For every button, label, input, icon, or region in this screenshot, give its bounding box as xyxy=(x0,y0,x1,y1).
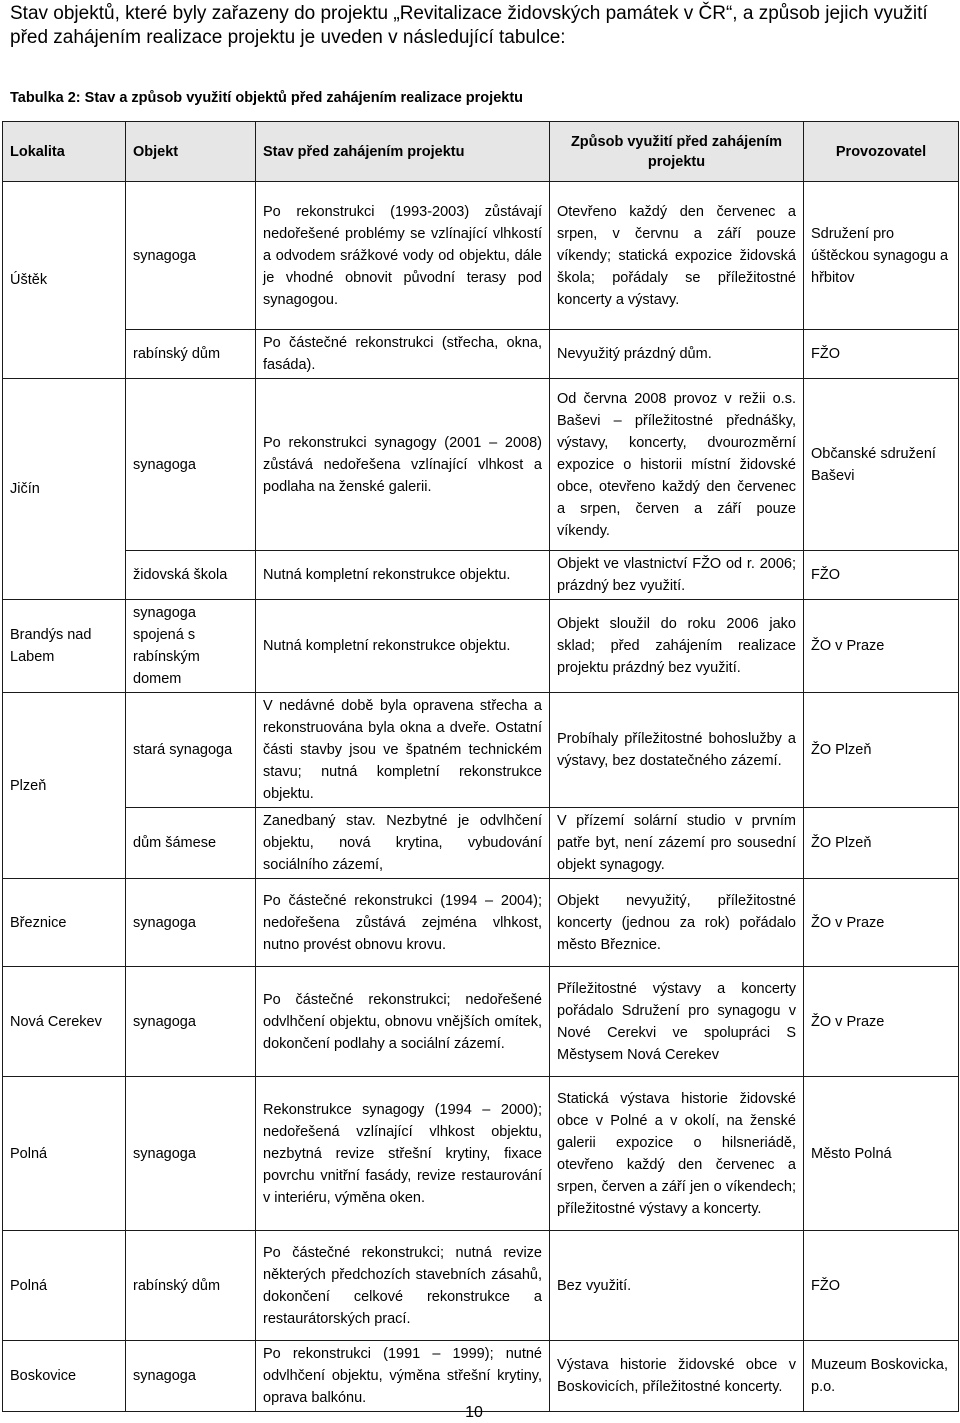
usage-cell: Objekt sloužil do roku 2006 jako sklad; před zahájením realizace projektu prázdný bez využití. xyxy=(550,600,804,693)
operator-cell: ŽO Plzeň xyxy=(804,693,959,808)
operator-cell: ŽO v Praze xyxy=(804,600,959,693)
table-header-row xyxy=(3,122,959,182)
locality-cell: Březnice xyxy=(3,879,126,967)
operator-cell: Město Polná xyxy=(804,1077,959,1231)
operator-cell: FŽO xyxy=(804,330,959,379)
object-cell: synagoga xyxy=(126,967,256,1077)
locality-cell: Polná xyxy=(3,1077,126,1231)
operator-cell: ŽO v Praze xyxy=(804,879,959,967)
operator-cell: FŽO xyxy=(804,1231,959,1341)
operator-cell: Občanské sdružení Baševi xyxy=(804,379,959,551)
table-row xyxy=(3,967,959,1077)
table-row xyxy=(3,379,959,551)
object-cell: dům šámese xyxy=(126,808,256,879)
table-row xyxy=(3,600,959,693)
operator-cell: Sdružení pro úštěckou synagogu a hřbitov xyxy=(804,182,959,330)
usage-cell: Bez využití. xyxy=(550,1231,804,1341)
usage-cell: Výstava historie židovské obce v Boskovicích, příležitostné koncerty. xyxy=(550,1341,804,1412)
locality-cell: Jičín xyxy=(3,379,126,600)
header-locality: Lokalita xyxy=(3,122,126,182)
object-cell: rabínský dům xyxy=(126,1231,256,1341)
table-row xyxy=(3,693,959,808)
table-row xyxy=(3,1231,959,1341)
state-cell: V nedávné době byla opravena střecha a rekonstruována byla okna a dveře. Ostatní části stavby jsou ve špatném technickém stavu; nutná kompletní rekonstrukce objektu. xyxy=(256,693,550,808)
state-cell: Po částečné rekonstrukci (střecha, okna, fasáda). xyxy=(256,330,550,379)
operator-cell: ŽO Plzeň xyxy=(804,808,959,879)
table-row xyxy=(3,182,959,330)
table-row xyxy=(3,551,959,600)
locality-cell: Úštěk xyxy=(3,182,126,379)
table-caption: Tabulka 2: Stav a způsob využití objektů před zahájením realizace projektu xyxy=(10,90,524,106)
locality-cell: Plzeň xyxy=(3,693,126,879)
operator-cell: FŽO xyxy=(804,551,959,600)
table-row xyxy=(3,1077,959,1231)
operator-cell: ŽO v Praze xyxy=(804,967,959,1077)
object-cell: židovská škola xyxy=(126,551,256,600)
locality-cell: Boskovice xyxy=(3,1341,126,1412)
intro-paragraph: Stav objektů, které byly zařazeny do projektu „Revitalizace židovských památek v ČR“, a způsob jejich využití před zahájením realizace projektu je uveden v následující tabulce: xyxy=(10,3,928,48)
usage-cell: Statická výstava historie židovské obce v Polné a v okolí, na ženské galerii expozice o hilsneriádě, otevřeno každý den červenec a srpen, červen a září jen o víkendech; příležitostné výstavy a koncerty. xyxy=(550,1077,804,1231)
header-state: Stav před zahájením projektu xyxy=(256,122,550,182)
usage-cell: Objekt nevyužitý, příležitostné koncerty (jednou za rok) pořádalo město Březnice. xyxy=(550,879,804,967)
locality-cell: Polná xyxy=(3,1231,126,1341)
object-cell: synagoga xyxy=(126,182,256,330)
usage-cell: Probíhaly příležitostné bohoslužby a výstavy, bez dostatečného zázemí. xyxy=(550,693,804,808)
object-cell: synagoga xyxy=(126,879,256,967)
state-cell: Po částečné rekonstrukci; nedořešené odvlhčení objektu, obnovu vnějších omítek, dokončení podlahy a sociální zázemí. xyxy=(256,967,550,1077)
object-cell: synagoga spojená s rabínským domem xyxy=(126,600,256,693)
usage-cell: V přízemí solární studio v prvním patře byt, není zázemí pro sousední objekt synagogy. xyxy=(550,808,804,879)
state-cell: Nutná kompletní rekonstrukce objektu. xyxy=(256,600,550,693)
header-usage: Způsob využití před zahájením projektu xyxy=(550,122,804,182)
operator-cell: Muzeum Boskovicka, p.o. xyxy=(804,1341,959,1412)
object-cell: stará synagoga xyxy=(126,693,256,808)
usage-cell: Objekt ve vlastnictví FŽO od r. 2006; prázdný bez využití. xyxy=(550,551,804,600)
header-object: Objekt xyxy=(126,122,256,182)
state-cell: Po rekonstrukci (1993-2003) zůstávají nedořešené problémy se vzlínající vlhkostí a odvodem srážkové vody od objektu, dále je vhodné obnovit původní terasy pod synagogou. xyxy=(256,182,550,330)
usage-cell: Příležitostné výstavy a koncerty pořádalo Sdružení pro synagogu v Nové Cerekvi ve spolupráci S Městysem Nová Cerekev xyxy=(550,967,804,1077)
state-cell: Po částečné rekonstrukci (1994 – 2004); nedořešena zůstává zejména vlhkost, nutno provést obnovu krovu. xyxy=(256,879,550,967)
usage-cell: Otevřeno každý den červenec a srpen, v červnu a září pouze víkendy; statická expozice židovská škola; pořádaly se příležitostné koncerty a výstavy. xyxy=(550,182,804,330)
table-row xyxy=(3,1341,959,1412)
object-cell: synagoga xyxy=(126,1341,256,1412)
table-row xyxy=(3,879,959,967)
locality-cell: Nová Cerekev xyxy=(3,967,126,1077)
state-cell: Nutná kompletní rekonstrukce objektu. xyxy=(256,551,550,600)
objects-table xyxy=(2,121,959,1412)
usage-cell: Nevyužitý prázdný dům. xyxy=(550,330,804,379)
page-number: 10 xyxy=(465,1404,483,1421)
state-cell: Po rekonstrukci synagogy (2001 – 2008) zůstává nedořešena vzlínající vlhkost a podlaha na ženské galerii. xyxy=(256,379,550,551)
header-operator: Provozovatel xyxy=(804,122,959,182)
object-cell: synagoga xyxy=(126,379,256,551)
state-cell: Rekonstrukce synagogy (1994 – 2000); nedořešená vzlínající vlhkost objektu, nezbytná revize střešní krytiny, fixace povrchu vnitřní fasády, revize restaurování v interiéru, výměna oken. xyxy=(256,1077,550,1231)
state-cell: Po částečné rekonstrukci; nutná revize některých předchozích stavebních zásahů, dokončení celkové rekonstrukce a restaurátorských prací. xyxy=(256,1231,550,1341)
locality-cell: Brandýs nad Labem xyxy=(3,600,126,693)
table-row xyxy=(3,808,959,879)
object-cell: rabínský dům xyxy=(126,330,256,379)
state-cell: Zanedbaný stav. Nezbytné je odvlhčení objektu, nová krytina, vybudování sociálního zázemí, xyxy=(256,808,550,879)
usage-cell: Od června 2008 provoz v režii o.s. Baševi – příležitostné přednášky, výstavy, koncerty, dvourozměrní expozice o historii místní židovské obce, otevřeno každý den červenec a srpen, červen a září pouze víkendy. xyxy=(550,379,804,551)
state-cell: Po rekonstrukci (1991 – 1999); nutné odvlhčení objektu, výměna střešní krytiny, oprava balkónu. xyxy=(256,1341,550,1412)
object-cell: synagoga xyxy=(126,1077,256,1231)
table-row xyxy=(3,330,959,379)
